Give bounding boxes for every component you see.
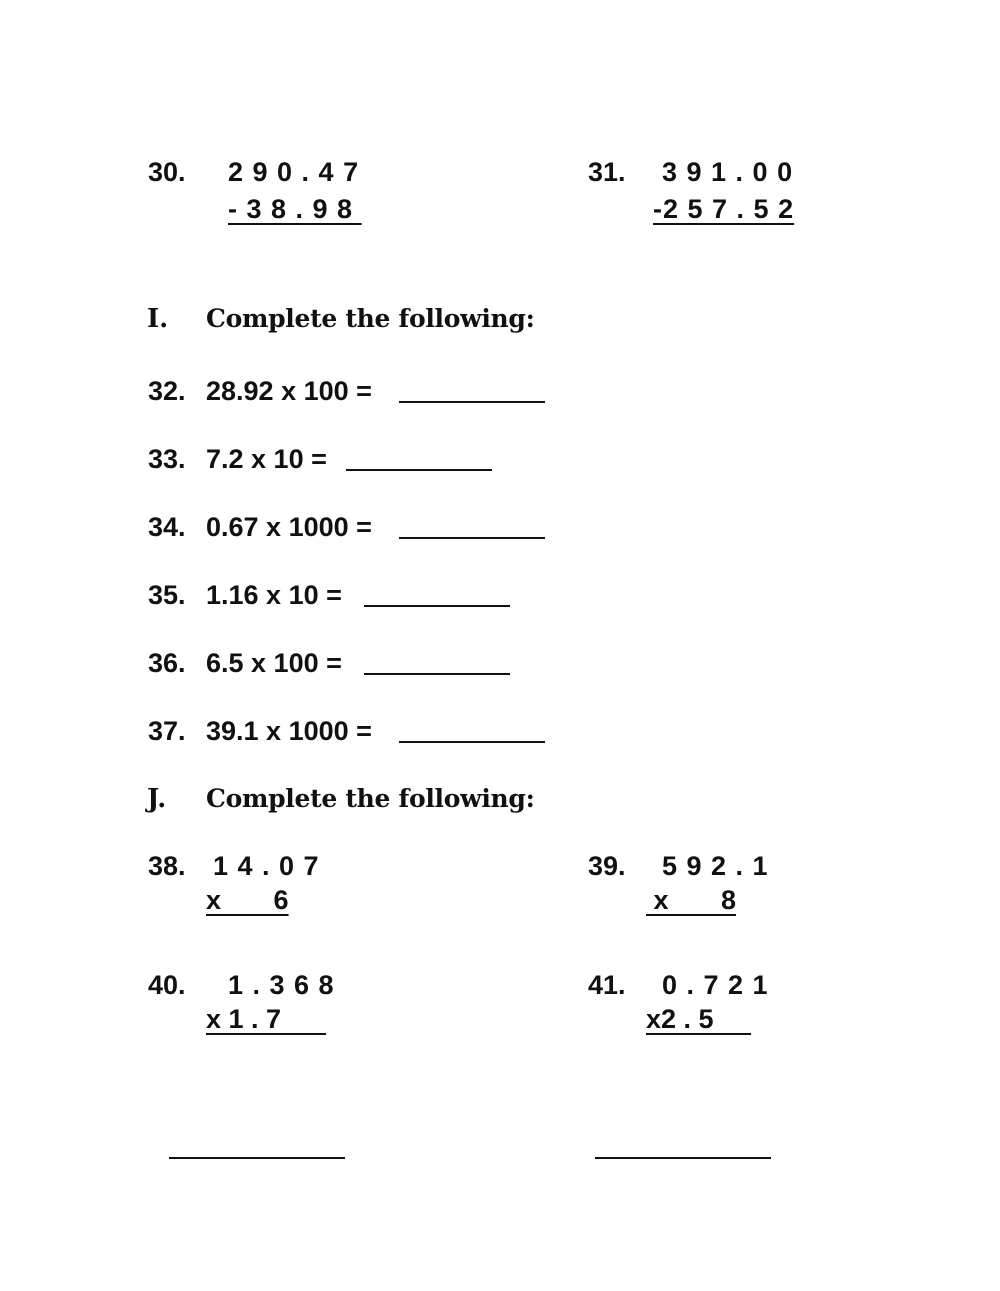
section-i-title: Complete the following: <box>206 304 535 333</box>
question-41-top-operand: 0 . 7 2 1 <box>662 970 769 1000</box>
question-37-number: 37. <box>148 716 186 746</box>
question-38-number: 38. <box>148 851 186 881</box>
question-33-expression: 7.2 x 10 = <box>206 444 327 474</box>
question-40-number: 40. <box>148 970 186 1000</box>
section-i-letter: I. <box>147 304 169 334</box>
question-30-number: 30. <box>148 157 186 187</box>
question-35-number: 35. <box>148 580 186 610</box>
question-31-top-operand: 3 9 1 . 0 0 <box>662 157 794 187</box>
question-31-bottom-operand: -2 5 7 . 5 2 <box>653 194 795 224</box>
question-36-number: 36. <box>148 648 186 678</box>
question-41-bottom-operand: x2 . 5 <box>646 1004 752 1034</box>
question-40-answer-line[interactable] <box>169 1157 345 1159</box>
question-30-bottom-operand: - 3 8 . 9 8 <box>228 194 362 224</box>
question-30-top-operand: 2 9 0 . 4 7 <box>228 157 360 187</box>
section-j-title: Complete the following: <box>206 784 535 813</box>
question-36-answer-blank[interactable] <box>364 673 510 675</box>
question-39-number: 39. <box>588 851 626 881</box>
question-33-number: 33. <box>148 444 186 474</box>
question-40-bottom-operand: x 1 . 7 <box>206 1004 327 1034</box>
question-39-bottom-operand: x 8 <box>646 885 737 915</box>
question-32-expression: 28.92 x 100 = <box>206 376 372 406</box>
question-37-answer-blank[interactable] <box>399 741 545 743</box>
question-33-answer-blank[interactable] <box>346 469 492 471</box>
question-32-answer-blank[interactable] <box>399 401 545 403</box>
question-34-answer-blank[interactable] <box>399 537 545 539</box>
question-38-top-operand: 1 4 . 0 7 <box>213 851 320 881</box>
question-40-top-operand: 1 . 3 6 8 <box>228 970 335 1000</box>
question-34-number: 34. <box>148 512 186 542</box>
question-39-top-operand: 5 9 2 . 1 <box>662 851 769 881</box>
question-35-answer-blank[interactable] <box>364 605 510 607</box>
question-41-answer-line[interactable] <box>595 1157 771 1159</box>
question-32-number: 32. <box>148 376 186 406</box>
question-41-number: 41. <box>588 970 626 1000</box>
question-35-expression: 1.16 x 10 = <box>206 580 342 610</box>
question-37-expression: 39.1 x 1000 = <box>206 716 372 746</box>
question-31-number: 31. <box>588 157 626 187</box>
question-38-bottom-operand: x 6 <box>206 885 289 915</box>
question-34-expression: 0.67 x 1000 = <box>206 512 372 542</box>
question-36-expression: 6.5 x 100 = <box>206 648 342 678</box>
section-j-letter: J. <box>147 784 167 814</box>
